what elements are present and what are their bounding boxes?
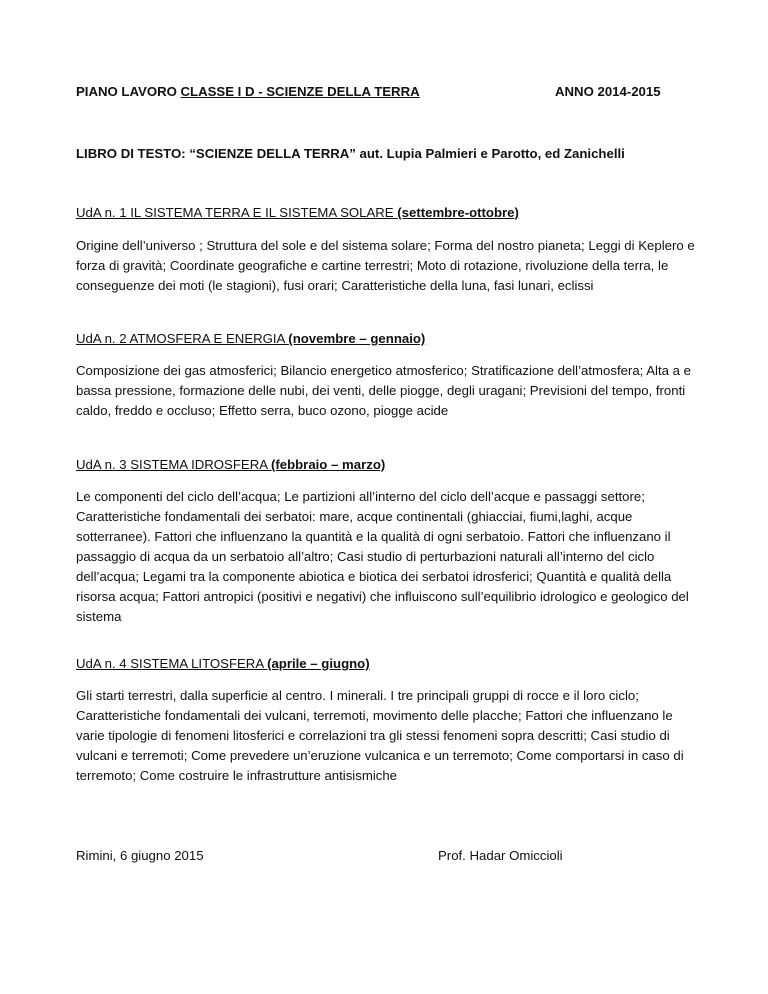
unit-2-heading: [76, 331, 425, 346]
unit-1-period: (settembre-ottobre): [397, 205, 519, 220]
unit-1-line: Origine dell’universo ; Struttura del sole e del sistema solare; Forma del nostro pianeta; Leggi di Keplero e: [76, 238, 695, 253]
unit-1-heading: [76, 205, 519, 220]
school-year: ANNO 2014-2015: [555, 84, 661, 99]
unit-4-line: terremoto; Come costruire le infrastrutture antisismiche: [76, 768, 398, 783]
unit-4-line: Gli starti terrestri, dalla superficie al centro. I minerali. I tre principali gruppi di rocce e il loro ciclo;: [76, 688, 639, 703]
unit-3-period: (febbraio – marzo): [270, 457, 386, 472]
unit-1-line: forza di gravità; Coordinate geografiche e cartine terrestri; Moto di rotazione, rivoluzione della terra, le: [76, 258, 669, 273]
unit-2-title: UdA n. 2 ATMOSFERA E ENERGIA: [76, 331, 289, 346]
unit-4-line: Caratteristiche fondamentali dei vulcani, terremoti, movimento delle placche; Fattori che influenzano le: [76, 708, 673, 723]
plan-prefix: PIANO LAVORO: [76, 84, 181, 99]
unit-3-line: passaggio di acqua da un serbatoio all’altro; Casi studio di perturbazioni naturali all’interno del ciclo: [76, 549, 655, 564]
unit-4-description: [76, 686, 696, 786]
unit-2-line: caldo, freddo e occluso; Effetto serra, buco ozono, piogge acide: [76, 403, 449, 418]
signature: Prof. Hadar Omiccioli: [438, 848, 563, 863]
plan-title: [76, 84, 420, 99]
unit-4-heading: [76, 656, 370, 671]
unit-2-line: bassa pressione, formazione delle nubi, dei venti, delle piogge, degli uragani; Previsioni del tempo, fronti: [76, 383, 686, 398]
textbook-line: LIBRO DI TESTO: “SCIENZE DELLA TERRA” aut. Lupia Palmieri e Parotto, ed Zanichelli: [76, 146, 625, 161]
unit-3-description: [76, 487, 696, 627]
unit-4-period: (aprile – giugno): [267, 656, 370, 671]
unit-3-line: dell’acqua; Legami tra la componente abiotica e biotica dei serbatoi idrosferici; Quantità e qualità della: [76, 569, 672, 584]
unit-2-period: (novembre – gennaio): [288, 331, 426, 346]
unit-2-line: Composizione dei gas atmosferici; Bilancio energetico atmosferico; Stratificazione dell’atmosfera; Alta a e: [76, 363, 691, 378]
unit-3-line: sotterranee). Fattori che influenzano la quantità e la qualità di ogni serbatoio. Fattori che influenzano il: [76, 529, 671, 544]
unit-1-description: [76, 236, 696, 296]
unit-3-line: sistema: [76, 609, 122, 624]
unit-3-heading: [76, 457, 385, 472]
unit-4-line: vulcani e terremoti; Come prevedere un’eruzione vulcanica e un terremoto; Come comportarsi in caso di: [76, 748, 684, 763]
plan-class: CLASSE I D - SCIENZE DELLA TERRA: [180, 84, 420, 99]
place-date: Rimini, 6 giugno 2015: [76, 848, 204, 863]
unit-3-line: Caratteristiche fondamentali dei serbatoi: mare, acque continentali (ghiacciai, fiumi,laghi, acque: [76, 509, 633, 524]
unit-3-title: UdA n. 3 SISTEMA IDROSFERA: [76, 457, 271, 472]
unit-1-line: conseguenze dei moti (le stagioni), fusi orari; Caratteristiche della luna, fasi lunari, eclissi: [76, 278, 594, 293]
unit-4-line: varie tipologie di fenomeni litosferici e correlazioni tra gli stessi fenomeni sopra descritti; Casi studio di: [76, 728, 670, 743]
unit-3-line: risorsa acqua; Fattori antropici (positivi e negativi) che influiscono sull’equilibrio idrologico e geologico del: [76, 589, 689, 604]
unit-1-title: UdA n. 1 IL SISTEMA TERRA E IL SISTEMA SOLARE: [76, 205, 398, 220]
unit-3-line: Le componenti del ciclo dell’acqua; Le partizioni all’interno del ciclo dell’acque e passaggi settore;: [76, 489, 645, 504]
unit-4-title: UdA n. 4 SISTEMA LITOSFERA: [76, 656, 268, 671]
unit-2-description: [76, 361, 696, 421]
